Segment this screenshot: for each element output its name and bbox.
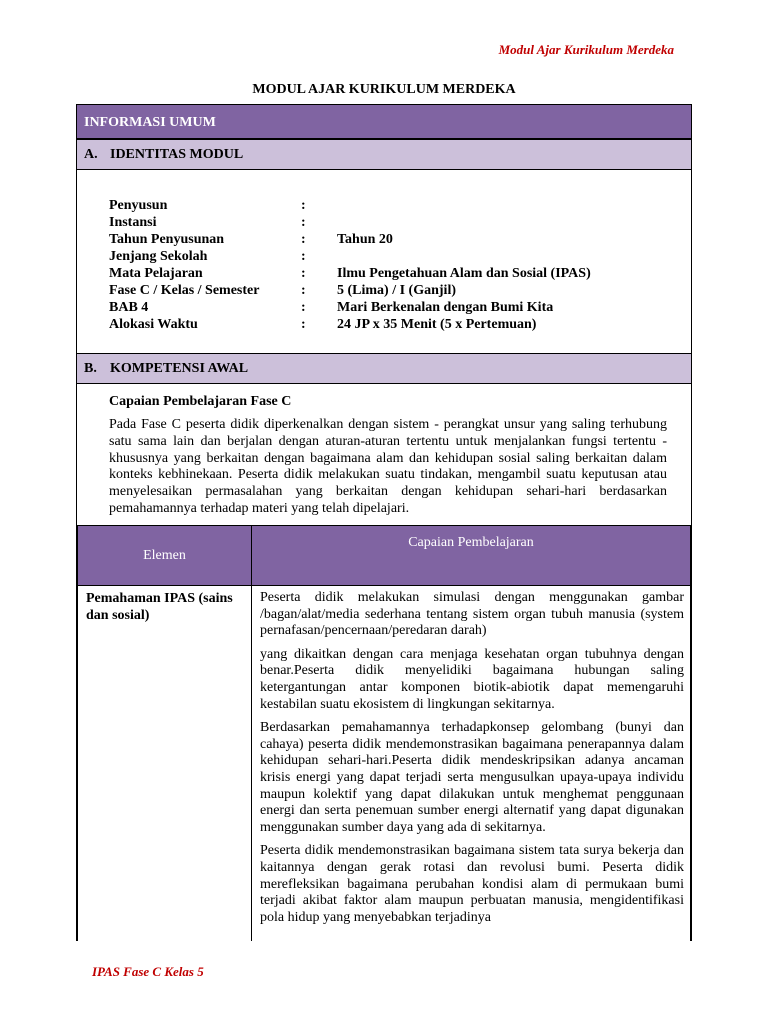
identity-row — [109, 231, 591, 248]
identity-row — [109, 248, 591, 265]
table-row — [78, 586, 691, 942]
identity-colon: : — [301, 249, 306, 264]
header-elemen: Elemen — [78, 526, 252, 586]
table-header-row — [78, 526, 691, 586]
identity-label: Alokasi Waktu — [109, 317, 198, 332]
cp-paragraph: Pada Fase C peserta didik diperkenalkan dengan sistem - perangkat unsur yang saling terhubung satu sama lain dan berjalan dengan aturan-aturan tertentu untuk menjalankan fungsi tertentu - khususnya yang berkaitan dengan bagaimana alam dan kehidupan sosial saling berkaitan dalam konteks kebhinekaan. Peserta didik melakukan suatu tindakan, mengambil suatu keputusan atau menyelesaikan permasalahan yang berkaitan dengan kehidupan sehari-hari berdasarkan pemahamannya terhadap materi yang telah dipelajari. — [109, 417, 667, 516]
identity-label: BAB 4 — [109, 300, 149, 315]
section-b-header — [77, 353, 691, 384]
document-title: MODUL AJAR KURIKULUM MERDEKA — [252, 82, 516, 97]
identity-label: Instansi — [109, 215, 157, 230]
identity-label: Mata Pelajaran — [109, 266, 203, 281]
identity-colon: : — [301, 266, 306, 281]
section-b-letter: B. — [84, 361, 97, 376]
identity-row — [109, 265, 591, 282]
section-a-letter: A. — [84, 147, 98, 162]
identity-row — [109, 197, 591, 214]
cp-heading: Capaian Pembelajaran Fase C — [109, 394, 292, 409]
identity-label: Jenjang Sekolah — [109, 249, 208, 264]
identity-label: Fase C / Kelas / Semester — [109, 283, 260, 298]
identity-value: Tahun 20 — [337, 232, 393, 247]
identity-row — [109, 214, 591, 231]
identity-colon: : — [301, 215, 306, 230]
identity-value: 24 JP x 35 Menit (5 x Pertemuan) — [337, 317, 537, 332]
section-a-header — [77, 139, 691, 170]
cp-item: Peserta didik mendemonstrasikan bagaimana sistem tata surya bekerja dan kaitannya dengan gerak rotasi dan revolusi bumi. Peserta didik merefleksikan bagaimana perubahan kondisi alam di permukaan bumi terjadi akibat faktor alam maupun perbuatan manusia, mengidentifikasi pola hidup yang menyebabkan terjadinya — [260, 843, 684, 925]
identity-value: Mari Berkenalan dengan Bumi Kita — [337, 300, 554, 315]
section-general-header: INFORMASI UMUM — [77, 105, 691, 139]
cp-cell — [252, 586, 691, 942]
element-cell: Pemahaman IPAS (sains dan sosial) — [78, 586, 252, 942]
cp-item: yang dikaitkan dengan cara menjaga kesehatan organ tubuhnya dengan benar.Peserta didik menyelidiki bagaimana hubungan saling ketergantungan antar komponen biotik-abiotik dapat memengaruhi kestabilan suatu ekosistem di lingkungan sekitarnya. — [260, 646, 684, 712]
running-header: Modul Ajar Kurikulum Merdeka — [498, 42, 674, 57]
identity-label: Penyusun — [109, 198, 168, 213]
identity-colon: : — [301, 283, 306, 298]
identity-label: Tahun Penyusunan — [109, 232, 225, 247]
identity-row — [109, 316, 591, 333]
identity-colon: : — [301, 317, 306, 332]
identity-colon: : — [301, 198, 306, 213]
cp-item: Peserta didik melakukan simulasi dengan menggunakan gambar /bagan/alat/media sederhana tentang sistem organ tubuh manusia (system pernafasan/pencernaan/peredaran darah) — [260, 590, 684, 639]
header-capaian: Capaian Pembelajaran — [252, 526, 691, 586]
identity-value: Ilmu Pengetahuan Alam dan Sosial (IPAS) — [337, 266, 591, 281]
identity-row — [109, 282, 591, 299]
identity-colon: : — [301, 232, 306, 247]
module-frame — [76, 104, 692, 941]
section-b-title: KOMPETENSI AWAL — [110, 361, 249, 376]
identity-list — [109, 197, 591, 333]
cp-table — [77, 525, 691, 941]
identity-value: 5 (Lima) / I (Ganjil) — [337, 283, 456, 298]
identity-colon: : — [301, 300, 306, 315]
cp-item: Berdasarkan pemahamannya terhadapkonsep gelombang (bunyi dan cahaya) peserta didik mendemonstrasikan bagaimana penerapannya dalam kehidupan sehari-hari.Peserta didik mendeskripsikan adanya ancaman krisis energi yang dapat terjadi serta mengusulkan upaya-upaya individu maupun kolektif yang dapat dilakukan untuk menghemat penggunaan energi dan serta penemuan sumber energi alternatif yang dapat digunakan menggunakan sumber daya yang ada di sekitarnya. — [260, 720, 684, 835]
identity-row — [109, 299, 591, 316]
section-a-title: IDENTITAS MODUL — [110, 147, 244, 162]
running-footer: IPAS Fase C Kelas 5 — [92, 964, 204, 979]
